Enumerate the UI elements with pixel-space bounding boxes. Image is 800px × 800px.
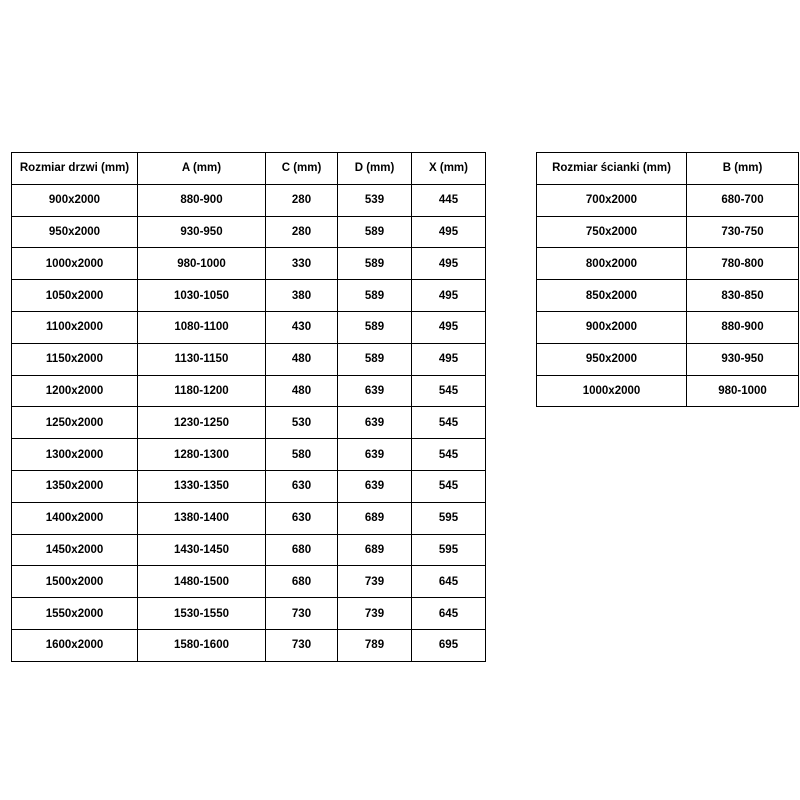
cell-a: 1180-1200 bbox=[138, 375, 266, 407]
cell-c: 680 bbox=[266, 534, 338, 566]
cell-x: 545 bbox=[412, 407, 486, 439]
table-row bbox=[537, 248, 799, 280]
cell-door-size: 950x2000 bbox=[12, 216, 138, 248]
cell-c: 430 bbox=[266, 311, 338, 343]
cell-door-size: 1500x2000 bbox=[12, 566, 138, 598]
cell-d: 739 bbox=[338, 566, 412, 598]
cell-c: 730 bbox=[266, 598, 338, 630]
cell-a: 1130-1150 bbox=[138, 343, 266, 375]
cell-d: 689 bbox=[338, 502, 412, 534]
table-row bbox=[12, 598, 486, 630]
cell-door-size: 1250x2000 bbox=[12, 407, 138, 439]
cell-d: 789 bbox=[338, 629, 412, 661]
cell-x: 495 bbox=[412, 311, 486, 343]
cell-a: 1580-1600 bbox=[138, 629, 266, 661]
cell-b: 730-750 bbox=[687, 216, 799, 248]
cell-b: 930-950 bbox=[687, 343, 799, 375]
cell-wall-size: 750x2000 bbox=[537, 216, 687, 248]
cell-c: 580 bbox=[266, 439, 338, 471]
table-row bbox=[12, 311, 486, 343]
table-row bbox=[537, 280, 799, 312]
table-row bbox=[12, 343, 486, 375]
table-row bbox=[12, 566, 486, 598]
cell-door-size: 1600x2000 bbox=[12, 629, 138, 661]
cell-b: 980-1000 bbox=[687, 375, 799, 407]
cell-d: 689 bbox=[338, 534, 412, 566]
cell-a: 1030-1050 bbox=[138, 280, 266, 312]
column-header-x: X (mm) bbox=[412, 153, 486, 185]
cell-a: 980-1000 bbox=[138, 248, 266, 280]
cell-wall-size: 1000x2000 bbox=[537, 375, 687, 407]
cell-x: 545 bbox=[412, 470, 486, 502]
cell-c: 530 bbox=[266, 407, 338, 439]
cell-door-size: 900x2000 bbox=[12, 184, 138, 216]
cell-a: 880-900 bbox=[138, 184, 266, 216]
table-row bbox=[12, 470, 486, 502]
cell-x: 645 bbox=[412, 598, 486, 630]
cell-a: 1280-1300 bbox=[138, 439, 266, 471]
cell-d: 639 bbox=[338, 439, 412, 471]
table-row bbox=[537, 311, 799, 343]
table-row bbox=[537, 216, 799, 248]
cell-b: 680-700 bbox=[687, 184, 799, 216]
table-row bbox=[12, 184, 486, 216]
cell-a: 930-950 bbox=[138, 216, 266, 248]
cell-c: 480 bbox=[266, 343, 338, 375]
cell-d: 589 bbox=[338, 280, 412, 312]
wall-table-container bbox=[536, 152, 799, 407]
cell-x: 545 bbox=[412, 375, 486, 407]
cell-d: 639 bbox=[338, 407, 412, 439]
cell-d: 589 bbox=[338, 311, 412, 343]
cell-door-size: 1150x2000 bbox=[12, 343, 138, 375]
cell-x: 645 bbox=[412, 566, 486, 598]
cell-x: 545 bbox=[412, 439, 486, 471]
table-header-row bbox=[537, 153, 799, 185]
cell-b: 830-850 bbox=[687, 280, 799, 312]
cell-d: 739 bbox=[338, 598, 412, 630]
cell-a: 1230-1250 bbox=[138, 407, 266, 439]
cell-c: 380 bbox=[266, 280, 338, 312]
table-row bbox=[12, 280, 486, 312]
cell-a: 1530-1550 bbox=[138, 598, 266, 630]
cell-b: 780-800 bbox=[687, 248, 799, 280]
cell-a: 1480-1500 bbox=[138, 566, 266, 598]
doors-table-container bbox=[11, 152, 486, 662]
cell-door-size: 1300x2000 bbox=[12, 439, 138, 471]
cell-d: 539 bbox=[338, 184, 412, 216]
table-row bbox=[12, 439, 486, 471]
column-header-a: A (mm) bbox=[138, 153, 266, 185]
column-header-wall-size: Rozmiar ścianki (mm) bbox=[537, 153, 687, 185]
cell-c: 480 bbox=[266, 375, 338, 407]
table-row bbox=[12, 375, 486, 407]
cell-x: 495 bbox=[412, 280, 486, 312]
doors-specification-table bbox=[11, 152, 486, 662]
wall-specification-table bbox=[536, 152, 799, 407]
cell-d: 639 bbox=[338, 470, 412, 502]
cell-a: 1080-1100 bbox=[138, 311, 266, 343]
cell-a: 1430-1450 bbox=[138, 534, 266, 566]
cell-door-size: 1550x2000 bbox=[12, 598, 138, 630]
cell-door-size: 1100x2000 bbox=[12, 311, 138, 343]
cell-x: 495 bbox=[412, 248, 486, 280]
column-header-b: B (mm) bbox=[687, 153, 799, 185]
cell-d: 589 bbox=[338, 216, 412, 248]
table-row bbox=[537, 343, 799, 375]
cell-d: 639 bbox=[338, 375, 412, 407]
cell-b: 880-900 bbox=[687, 311, 799, 343]
table-header-row bbox=[12, 153, 486, 185]
table-row bbox=[537, 184, 799, 216]
cell-x: 495 bbox=[412, 216, 486, 248]
cell-c: 280 bbox=[266, 184, 338, 216]
cell-x: 595 bbox=[412, 534, 486, 566]
cell-d: 589 bbox=[338, 343, 412, 375]
cell-wall-size: 950x2000 bbox=[537, 343, 687, 375]
cell-c: 630 bbox=[266, 470, 338, 502]
cell-door-size: 1000x2000 bbox=[12, 248, 138, 280]
cell-c: 630 bbox=[266, 502, 338, 534]
cell-door-size: 1050x2000 bbox=[12, 280, 138, 312]
table-row bbox=[12, 534, 486, 566]
cell-x: 595 bbox=[412, 502, 486, 534]
cell-c: 330 bbox=[266, 248, 338, 280]
cell-wall-size: 700x2000 bbox=[537, 184, 687, 216]
table-row bbox=[12, 407, 486, 439]
table-row bbox=[12, 216, 486, 248]
table-row bbox=[12, 629, 486, 661]
column-header-door-size: Rozmiar drzwi (mm) bbox=[12, 153, 138, 185]
table-row bbox=[537, 375, 799, 407]
cell-a: 1330-1350 bbox=[138, 470, 266, 502]
table-row bbox=[12, 248, 486, 280]
cell-c: 730 bbox=[266, 629, 338, 661]
cell-c: 680 bbox=[266, 566, 338, 598]
column-header-c: C (mm) bbox=[266, 153, 338, 185]
column-header-d: D (mm) bbox=[338, 153, 412, 185]
cell-wall-size: 800x2000 bbox=[537, 248, 687, 280]
cell-x: 445 bbox=[412, 184, 486, 216]
cell-door-size: 1450x2000 bbox=[12, 534, 138, 566]
cell-x: 695 bbox=[412, 629, 486, 661]
cell-a: 1380-1400 bbox=[138, 502, 266, 534]
table-row bbox=[12, 502, 486, 534]
cell-wall-size: 900x2000 bbox=[537, 311, 687, 343]
cell-c: 280 bbox=[266, 216, 338, 248]
cell-d: 589 bbox=[338, 248, 412, 280]
cell-x: 495 bbox=[412, 343, 486, 375]
cell-door-size: 1200x2000 bbox=[12, 375, 138, 407]
cell-door-size: 1350x2000 bbox=[12, 470, 138, 502]
cell-wall-size: 850x2000 bbox=[537, 280, 687, 312]
cell-door-size: 1400x2000 bbox=[12, 502, 138, 534]
